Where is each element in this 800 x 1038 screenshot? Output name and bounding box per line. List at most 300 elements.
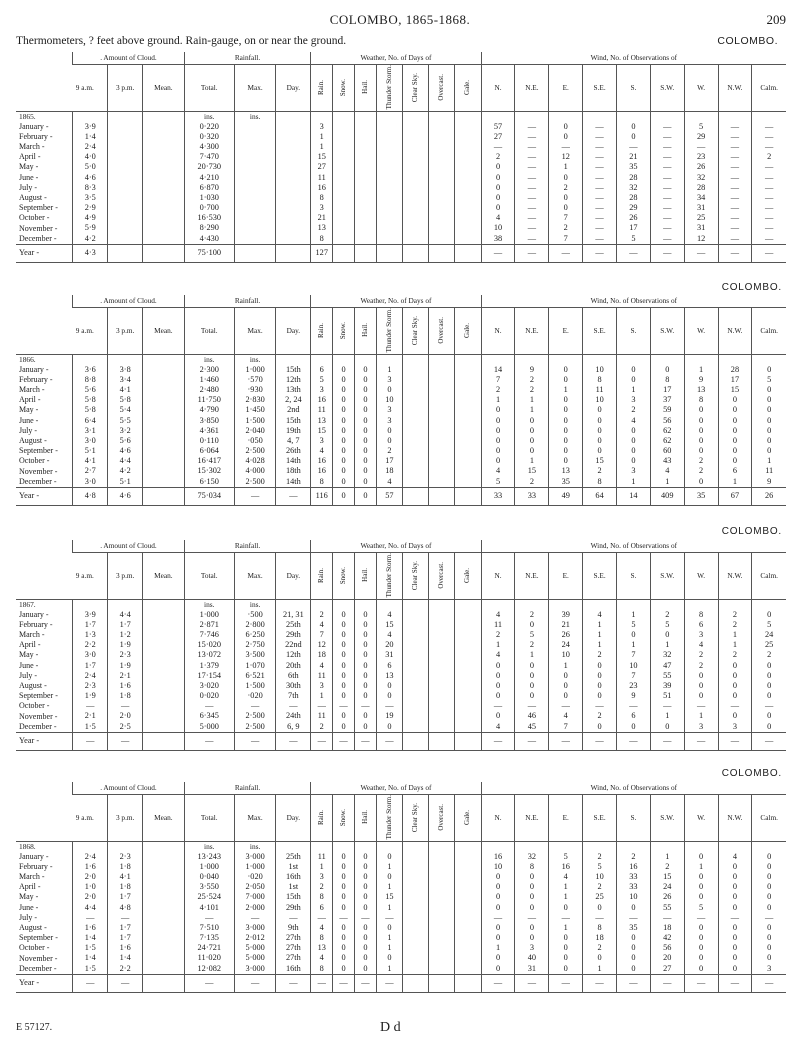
- data-table: [16, 540, 786, 751]
- data-cell: 0: [515, 691, 549, 701]
- data-cell: [429, 446, 455, 456]
- data-cell: [276, 183, 311, 193]
- column-header: 9 a.m.: [73, 308, 108, 355]
- data-cell: 7: [311, 630, 333, 640]
- data-cell: [143, 903, 185, 913]
- total-label: Year -: [16, 732, 73, 750]
- total-cell: 4·6: [108, 487, 143, 505]
- unit-cell: [311, 599, 333, 610]
- column-header: [455, 65, 481, 112]
- data-cell: 56: [650, 416, 684, 426]
- data-cell: 2·5: [108, 722, 143, 733]
- data-cell: 0: [481, 193, 515, 203]
- total-label: Year -: [16, 244, 73, 262]
- table-row: [16, 142, 786, 152]
- total-cell: 67: [718, 487, 752, 505]
- data-cell: [429, 903, 455, 913]
- data-cell: 2·1: [73, 712, 108, 722]
- data-cell: 1: [549, 385, 583, 395]
- data-cell: [143, 691, 185, 701]
- data-cell: 15·302: [184, 467, 234, 477]
- column-header-label: Overcast.: [437, 803, 446, 831]
- data-cell: 0: [752, 903, 786, 913]
- total-cell: —: [684, 974, 718, 992]
- data-cell: 1: [650, 640, 684, 650]
- data-cell: [455, 456, 481, 466]
- data-cell: 12: [311, 640, 333, 650]
- data-cell: 1·6: [73, 862, 108, 872]
- month-label: September -: [19, 446, 58, 456]
- data-cell: 29th: [276, 903, 311, 913]
- units-row: [16, 354, 786, 365]
- data-cell: 4: [376, 610, 402, 620]
- data-cell: [376, 203, 402, 213]
- column-header: 3 p.m.: [108, 308, 143, 355]
- data-cell: 10: [617, 892, 651, 902]
- data-cell: 59: [650, 405, 684, 415]
- total-cell: 26: [752, 487, 786, 505]
- data-cell: [429, 722, 455, 733]
- data-cell: 43: [650, 456, 684, 466]
- data-cell: 0: [549, 671, 583, 681]
- data-cell: 18: [376, 467, 402, 477]
- data-cell: 0: [354, 712, 376, 722]
- data-cell: 3·1: [73, 426, 108, 436]
- data-cell: 0: [752, 661, 786, 671]
- unit-cell: [549, 599, 583, 610]
- data-cell: [403, 213, 429, 223]
- data-cell: [429, 142, 455, 152]
- total-cell: —: [583, 732, 617, 750]
- data-cell: 19: [376, 712, 402, 722]
- data-cell: 0: [549, 203, 583, 213]
- data-cell: [403, 681, 429, 691]
- data-cell: [333, 234, 355, 245]
- data-cell: 7·510: [184, 923, 234, 933]
- month-label: September -: [19, 691, 58, 701]
- data-cell: 4·9: [73, 213, 108, 223]
- unit-cell: [403, 111, 429, 122]
- data-cell: 5: [549, 852, 583, 862]
- month-label: March -: [19, 872, 45, 882]
- data-cell: [455, 964, 481, 975]
- data-cell: 0: [333, 681, 355, 691]
- data-cell: [276, 173, 311, 183]
- data-cell: 0: [481, 691, 515, 701]
- data-cell: —: [718, 173, 752, 183]
- total-cell: —: [583, 974, 617, 992]
- column-header: Day.: [276, 65, 311, 112]
- data-cell: 0: [752, 416, 786, 426]
- data-cell: 24: [650, 882, 684, 892]
- data-cell: [429, 213, 455, 223]
- data-cell: [403, 173, 429, 183]
- data-cell: 3: [617, 467, 651, 477]
- month-label: January -: [19, 121, 49, 131]
- unit-cell: [650, 111, 684, 122]
- data-cell: 0: [583, 416, 617, 426]
- unit-cell: [311, 841, 333, 852]
- data-cell: 16·417: [184, 456, 234, 466]
- data-cell: [376, 122, 402, 132]
- data-cell: 17: [718, 375, 752, 385]
- data-cell: 1·000: [184, 610, 234, 620]
- data-cell: [333, 193, 355, 203]
- data-cell: 2: [684, 661, 718, 671]
- data-cell: [108, 224, 143, 234]
- station-label: COLOMBO.: [717, 35, 778, 47]
- total-cell: 35: [684, 487, 718, 505]
- column-header: N.: [481, 308, 515, 355]
- data-cell: 0: [684, 954, 718, 964]
- data-cell: 0: [481, 405, 515, 415]
- data-cell: [403, 872, 429, 882]
- unit-cell: ins.: [184, 841, 234, 852]
- data-cell: 1·7: [108, 620, 143, 630]
- data-cell: 4·1: [108, 385, 143, 395]
- data-cell: —: [549, 701, 583, 711]
- data-cell: 1·460: [184, 375, 234, 385]
- data-cell: [143, 203, 185, 213]
- table-row: [16, 650, 786, 660]
- data-cell: [455, 173, 481, 183]
- data-cell: —: [650, 183, 684, 193]
- wind-group-header: Wind, No. of Observations of: [481, 295, 786, 308]
- column-header: [354, 65, 376, 112]
- data-cell: 0: [481, 162, 515, 172]
- data-cell: 0: [718, 671, 752, 681]
- data-cell: 4·0: [73, 152, 108, 162]
- unit-cell: ins.: [184, 111, 234, 122]
- data-cell: 0: [684, 416, 718, 426]
- data-cell: [354, 183, 376, 193]
- data-cell: [455, 203, 481, 213]
- data-cell: —: [752, 193, 786, 203]
- data-cell: 16th: [276, 964, 311, 975]
- data-cell: 24th: [276, 712, 311, 722]
- data-cell: [143, 385, 185, 395]
- footer-code: E 57127.: [16, 1022, 53, 1033]
- data-cell: 1·500: [234, 416, 276, 426]
- data-cell: —: [752, 142, 786, 152]
- total-cell: —: [549, 974, 583, 992]
- total-cell: [143, 732, 185, 750]
- data-cell: 0: [376, 385, 402, 395]
- unit-cell: [403, 841, 429, 852]
- data-cell: [429, 872, 455, 882]
- data-cell: 0: [481, 954, 515, 964]
- data-cell: 4·361: [184, 426, 234, 436]
- unit-cell: [455, 841, 481, 852]
- data-cell: [455, 193, 481, 203]
- data-cell: [333, 122, 355, 132]
- data-cell: 0: [583, 426, 617, 436]
- data-cell: 0: [752, 712, 786, 722]
- data-cell: 4·210: [184, 173, 234, 183]
- data-cell: [429, 234, 455, 245]
- data-cell: [143, 913, 185, 923]
- table-row: [16, 446, 786, 456]
- data-cell: [234, 142, 276, 152]
- data-cell: 4·430: [184, 234, 234, 245]
- data-cell: 18: [583, 933, 617, 943]
- data-cell: 3: [684, 722, 718, 733]
- data-cell: 15: [583, 456, 617, 466]
- data-cell: 9: [617, 691, 651, 701]
- data-cell: 0: [752, 436, 786, 446]
- data-cell: 32: [617, 183, 651, 193]
- data-cell: 3: [311, 122, 333, 132]
- data-cell: —: [752, 213, 786, 223]
- data-cell: 2: [311, 882, 333, 892]
- data-cell: 0: [333, 365, 355, 375]
- data-cell: 0: [718, 446, 752, 456]
- data-cell: [429, 173, 455, 183]
- column-header: [311, 65, 333, 112]
- total-cell: [455, 974, 481, 992]
- column-header: S.E.: [583, 65, 617, 112]
- data-cell: [354, 152, 376, 162]
- data-cell: —: [718, 132, 752, 142]
- data-cell: 7·000: [234, 892, 276, 902]
- data-cell: [143, 142, 185, 152]
- month-label: May -: [19, 892, 39, 902]
- data-cell: —: [276, 701, 311, 711]
- data-cell: 8: [684, 610, 718, 620]
- data-cell: 0: [752, 923, 786, 933]
- data-cell: 29: [617, 203, 651, 213]
- data-cell: [143, 416, 185, 426]
- data-cell: ·500: [234, 610, 276, 620]
- data-cell: 3: [515, 943, 549, 953]
- data-cell: —: [718, 152, 752, 162]
- data-cell: [354, 173, 376, 183]
- data-cell: 5·1: [73, 446, 108, 456]
- data-cell: [143, 152, 185, 162]
- data-cell: 5·6: [108, 436, 143, 446]
- data-cell: —: [354, 913, 376, 923]
- data-cell: [234, 193, 276, 203]
- data-cell: [108, 213, 143, 223]
- data-cell: 0: [376, 954, 402, 964]
- data-cell: 0: [752, 671, 786, 681]
- column-header-label: Snow.: [338, 566, 347, 584]
- data-cell: [403, 630, 429, 640]
- total-cell: —: [376, 732, 402, 750]
- data-cell: 1: [481, 640, 515, 650]
- data-cell: 20: [650, 954, 684, 964]
- column-header: N.E.: [515, 308, 549, 355]
- data-cell: 5: [617, 620, 651, 630]
- data-cell: [143, 892, 185, 902]
- data-cell: —: [617, 142, 651, 152]
- total-cell: —: [108, 974, 143, 992]
- data-cell: 0: [684, 446, 718, 456]
- data-cell: 7·135: [184, 933, 234, 943]
- data-cell: 11: [583, 385, 617, 395]
- column-header: [403, 308, 429, 355]
- data-cell: [403, 933, 429, 943]
- data-cell: [403, 671, 429, 681]
- data-cell: —: [376, 913, 402, 923]
- total-cell: 49: [549, 487, 583, 505]
- data-cell: 0: [333, 712, 355, 722]
- data-cell: 0: [333, 892, 355, 902]
- data-cell: [276, 162, 311, 172]
- data-cell: 1·7: [73, 620, 108, 630]
- column-header-label: Thunder Storm.: [384, 65, 393, 110]
- data-cell: 15th: [276, 892, 311, 902]
- data-cell: 2·830: [234, 395, 276, 405]
- data-cell: 15: [718, 385, 752, 395]
- data-cell: 18: [650, 923, 684, 933]
- table-row: [16, 954, 786, 964]
- data-cell: 2: [583, 943, 617, 953]
- data-cell: [143, 630, 185, 640]
- data-cell: [143, 395, 185, 405]
- data-cell: 3·0: [73, 436, 108, 446]
- data-cell: [143, 862, 185, 872]
- column-header: Mean.: [143, 65, 185, 112]
- table-row: [16, 620, 786, 630]
- data-cell: [333, 173, 355, 183]
- table-row: [16, 456, 786, 466]
- data-cell: 42: [650, 933, 684, 943]
- unit-cell: [143, 841, 185, 852]
- total-cell: [376, 244, 402, 262]
- rainfall-group-header: Rainfall.: [184, 782, 311, 795]
- total-cell: 116: [311, 487, 333, 505]
- data-cell: 4: [481, 213, 515, 223]
- data-cell: [143, 426, 185, 436]
- weather-group-header: Weather, No. of Days of: [311, 52, 481, 65]
- data-cell: [403, 862, 429, 872]
- data-cell: [429, 681, 455, 691]
- table-row: [16, 943, 786, 953]
- year-header-cell: [16, 782, 73, 841]
- month-label: July -: [19, 670, 37, 680]
- data-cell: 3·500: [234, 650, 276, 660]
- unit-cell: ins.: [234, 599, 276, 610]
- year-total-row: [16, 732, 786, 750]
- column-header: 3 p.m.: [108, 65, 143, 112]
- data-cell: 0: [333, 467, 355, 477]
- data-cell: 4: [376, 477, 402, 488]
- data-cell: 55: [650, 671, 684, 681]
- data-cell: 1: [376, 903, 402, 913]
- data-cell: 0: [354, 436, 376, 446]
- data-cell: 31: [515, 964, 549, 975]
- data-cell: 12: [684, 234, 718, 245]
- data-cell: 13·243: [184, 852, 234, 862]
- data-cell: 39: [650, 681, 684, 691]
- data-cell: [403, 712, 429, 722]
- table-row: [16, 375, 786, 385]
- data-cell: [455, 213, 481, 223]
- month-label: December -: [19, 233, 57, 243]
- data-cell: 4: [617, 416, 651, 426]
- data-cell: —: [515, 701, 549, 711]
- data-cell: 13·072: [184, 650, 234, 660]
- year-label: 1865.: [19, 111, 36, 121]
- data-cell: 1·4: [73, 954, 108, 964]
- column-header: Calm.: [752, 65, 786, 112]
- total-cell: 14: [617, 487, 651, 505]
- data-cell: —: [684, 701, 718, 711]
- data-cell: 0: [684, 405, 718, 415]
- data-cell: [403, 385, 429, 395]
- month-label: August -: [19, 436, 47, 446]
- data-cell: 0: [617, 456, 651, 466]
- data-cell: [403, 365, 429, 375]
- unit-cell: [684, 841, 718, 852]
- data-cell: 0: [515, 426, 549, 436]
- data-cell: 4·028: [234, 456, 276, 466]
- data-cell: 0: [354, 722, 376, 733]
- column-header: N.W.: [718, 553, 752, 600]
- data-cell: 25th: [276, 852, 311, 862]
- data-cell: —: [650, 162, 684, 172]
- data-cell: 27: [650, 964, 684, 975]
- data-cell: 5: [752, 375, 786, 385]
- data-cell: —: [481, 142, 515, 152]
- column-header: [455, 553, 481, 600]
- data-cell: 5·000: [184, 722, 234, 733]
- column-header: N.: [481, 553, 515, 600]
- column-header: N.: [481, 795, 515, 842]
- unit-cell: [403, 599, 429, 610]
- table-row: [16, 722, 786, 733]
- data-cell: [403, 882, 429, 892]
- data-cell: 0·020: [184, 691, 234, 701]
- data-cell: 1: [617, 477, 651, 488]
- year-total-row: [16, 487, 786, 505]
- total-cell: —: [481, 244, 515, 262]
- data-cell: 1·2: [108, 630, 143, 640]
- data-cell: 16: [617, 862, 651, 872]
- data-cell: [403, 852, 429, 862]
- data-cell: —: [718, 701, 752, 711]
- total-cell: [403, 244, 429, 262]
- table-row: [16, 193, 786, 203]
- data-cell: 3·0: [73, 477, 108, 488]
- data-cell: [403, 426, 429, 436]
- data-cell: 2·0: [73, 892, 108, 902]
- unit-cell: [276, 841, 311, 852]
- data-cell: 0: [333, 446, 355, 456]
- data-cell: 6·064: [184, 446, 234, 456]
- data-cell: 27th: [276, 933, 311, 943]
- month-label: January -: [19, 364, 49, 374]
- data-cell: [276, 142, 311, 152]
- column-header-label: Rain.: [317, 567, 326, 583]
- unit-cell: [617, 841, 651, 852]
- data-cell: [376, 162, 402, 172]
- total-cell: —: [184, 732, 234, 750]
- data-cell: 2: [583, 650, 617, 660]
- month-label: September -: [19, 933, 58, 943]
- data-cell: —: [650, 224, 684, 234]
- year-total-row: [16, 244, 786, 262]
- data-cell: 0: [376, 436, 402, 446]
- data-cell: 3·2: [108, 426, 143, 436]
- data-cell: 0: [354, 426, 376, 436]
- data-cell: 6·4: [73, 416, 108, 426]
- month-label: March -: [19, 385, 45, 395]
- table-row: [16, 122, 786, 132]
- data-cell: [234, 183, 276, 193]
- data-cell: 14: [481, 365, 515, 375]
